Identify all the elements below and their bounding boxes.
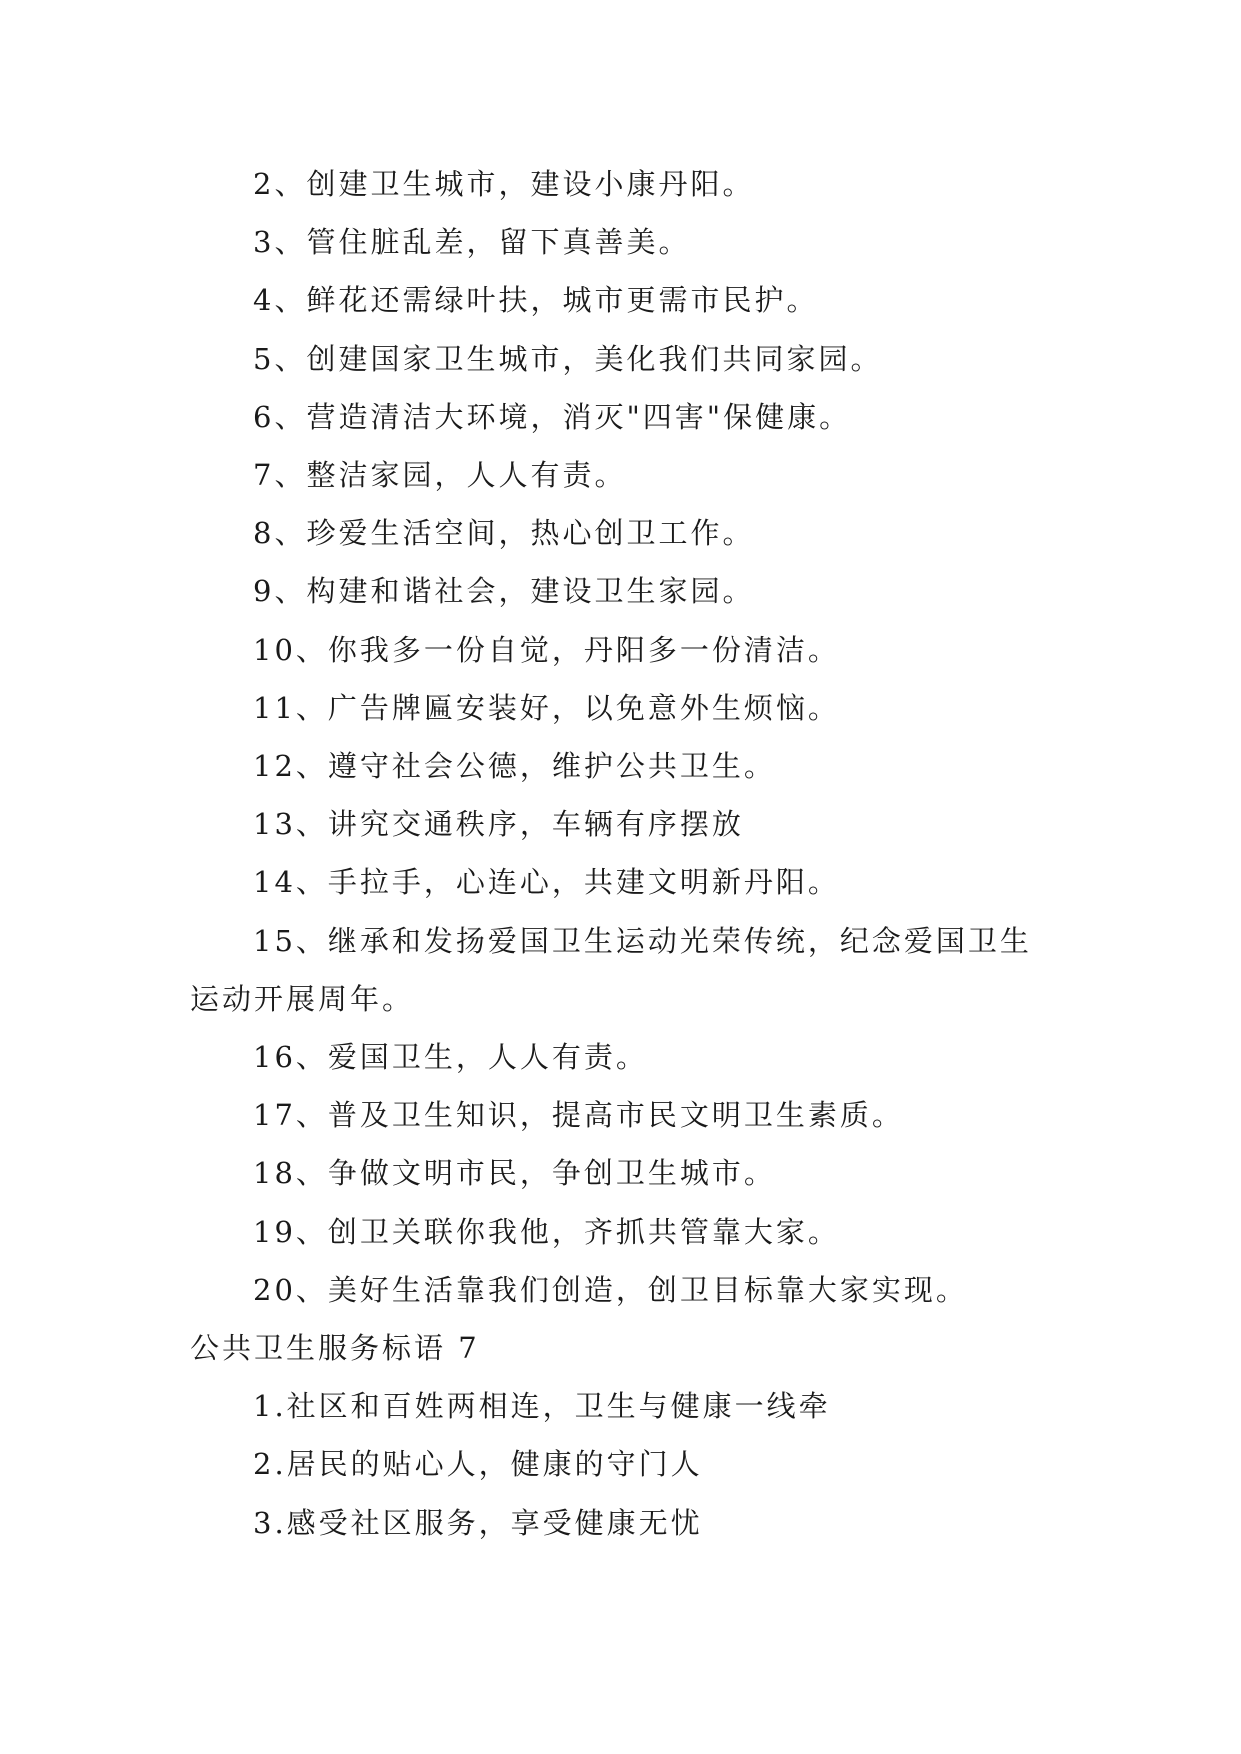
slogan-line: 16、爱国卫生，人人有责。 [253, 1040, 648, 1075]
slogan-line: 11、广告牌匾安装好，以免意外生烦恼。 [253, 690, 840, 725]
slogan-line: 2、创建卫生城市，建设小康丹阳。 [253, 167, 755, 201]
slogan-line: 9、构建和谐社会，建设卫生家园。 [253, 574, 755, 609]
slogan-line: 2.居民的贴心人，健康的守门人 [253, 1447, 703, 1482]
slogan-line: 6、营造清洁大环境，消灭"四害"保健康。 [253, 399, 852, 434]
slogan-line: 12、遵守社会公德，维护公共卫生。 [253, 749, 776, 784]
section-heading: 公共卫生服务标语 7 [190, 1331, 480, 1366]
slogan-line: 5、创建国家卫生城市，美化我们共同家园。 [253, 341, 883, 376]
slogan-line: 1.社区和百姓两相连，卫生与健康一线牵 [253, 1389, 831, 1424]
slogan-line: 8、珍爱生活空间，热心创卫工作。 [253, 516, 755, 551]
slogan-line: 4、鲜花还需绿叶扶，城市更需市民护。 [253, 283, 819, 318]
slogan-line: 3、管住脏乱差，留下真善美。 [253, 225, 691, 260]
slogan-line: 7、整洁家园，人人有责。 [253, 458, 627, 493]
slogan-line: 20、美好生活靠我们创造，创卫目标靠大家实现。 [253, 1272, 968, 1307]
slogan-line: 19、创卫关联你我他，齐抓共管靠大家。 [253, 1214, 840, 1249]
slogan-line-continuation: 运动开展周年。 [190, 981, 415, 1016]
slogan-line: 18、争做文明市民，争创卫生城市。 [253, 1156, 776, 1191]
slogan-line: 15、继承和发扬爱国卫生运动光荣传统，纪念爱国卫生 [253, 923, 1032, 958]
slogan-line: 17、普及卫生知识，提高市民文明卫生素质。 [253, 1098, 904, 1133]
slogan-line: 14、手拉手，心连心，共建文明新丹阳。 [253, 865, 840, 900]
slogan-line: 10、你我多一份自觉，丹阳多一份清洁。 [253, 632, 840, 667]
slogan-line: 13、讲究交通秩序，车辆有序摆放 [253, 807, 744, 842]
slogan-line: 3.感受社区服务，享受健康无忧 [253, 1505, 703, 1540]
document-body [190, 155, 1060, 1552]
